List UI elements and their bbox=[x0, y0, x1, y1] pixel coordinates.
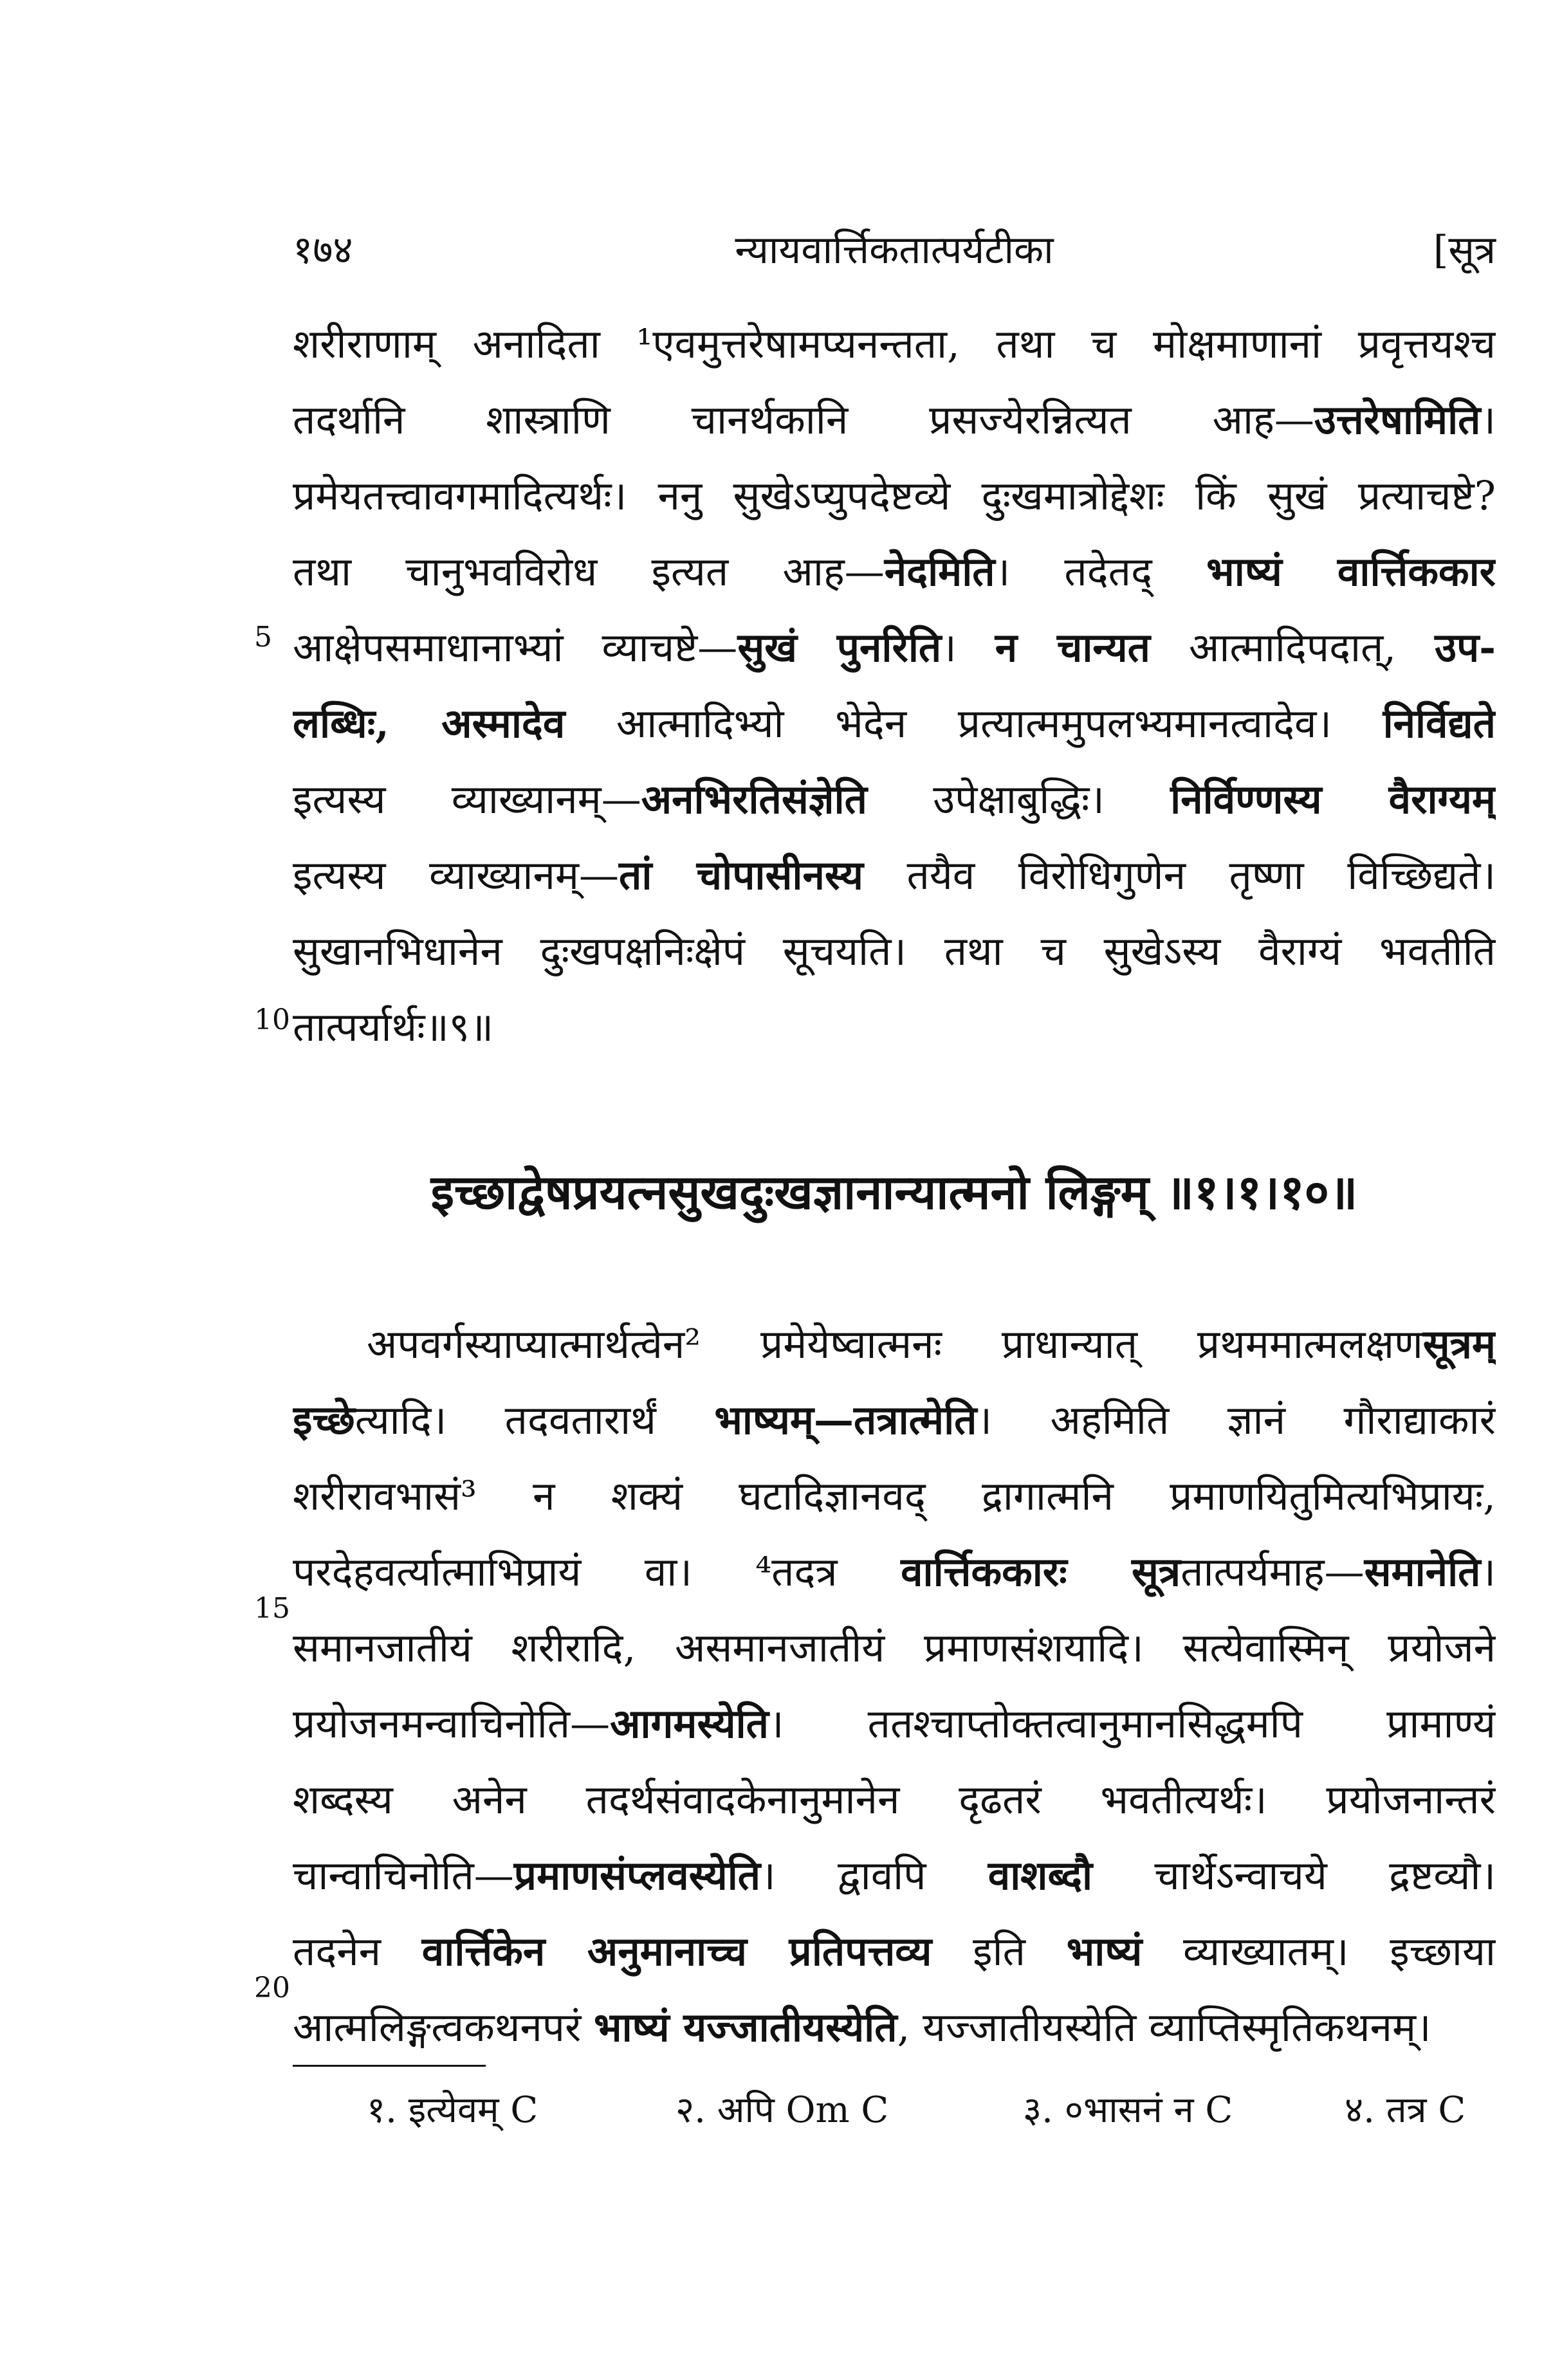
bold-phrase: उप- bbox=[1435, 624, 1496, 671]
text-line bbox=[293, 1771, 1496, 1829]
text-run: । bbox=[1480, 396, 1496, 443]
footnote: ३. ०भासनं न C bbox=[1023, 2089, 1233, 2131]
running-title: न्यायवार्त्तिकतात्पर्यटीका bbox=[735, 228, 1054, 273]
footnote-rule bbox=[293, 2065, 486, 2067]
text-run: शरीरावभासं³ न शक्यं घटादिज्ञानवद् द्रागात्मनि प्रमाणयितुमित्यभिप्रायः, bbox=[293, 1472, 1496, 1519]
bold-phrase: भाष्यं bbox=[1066, 1928, 1143, 1975]
footnote: ४. तत्र C bbox=[1345, 2089, 1466, 2131]
bold-phrase: अनभिरतिसंज्ञेति bbox=[641, 776, 867, 823]
text-run: प्रमेयतत्त्वावगमादित्यर्थः। ननु सुखेऽप्युपदेष्टव्ये दुःखमात्रोद्देशः किं सुखं प्रत्याचष्टे? bbox=[293, 472, 1496, 519]
line-number: 10 bbox=[254, 1003, 290, 1036]
line-number: 15 bbox=[254, 1592, 290, 1625]
bold-phrase: भाष्यं यज्जातीयस्येति bbox=[594, 2004, 897, 2051]
text-line bbox=[293, 1847, 1496, 1905]
text-run: आत्मलिङ्गत्वकथनपरं bbox=[293, 2004, 594, 2051]
text-run: इत्यस्य व्याख्यानम्— bbox=[293, 852, 619, 899]
text-line bbox=[293, 1923, 1496, 1981]
text-line bbox=[293, 315, 1496, 373]
text-line bbox=[293, 619, 1496, 677]
text-run: । ततश्चाप्तोक्तत्वानुमानसिद्धमपि प्रामाण्यं bbox=[768, 1700, 1496, 1747]
bold-phrase: वार्त्तिकेन अनुमानाच्च प्रतिपत्तव्य bbox=[421, 1928, 932, 1975]
text-run: इति bbox=[932, 1928, 1067, 1975]
footnote: २. अपि Om C bbox=[676, 2089, 889, 2131]
text-line bbox=[293, 1999, 1496, 2056]
text-run: अपवर्गस्याप्यात्मार्थत्वेन² प्रमेयेष्वात्मनः प्राधान्यात् प्रथममात्मलक्षण bbox=[367, 1321, 1423, 1368]
text-line bbox=[293, 922, 1496, 980]
text-run: तदर्थानि शास्त्राणि चानर्थकानि प्रसज्येरन्नित्यत आह— bbox=[293, 396, 1314, 443]
bold-phrase: नेदमिति bbox=[884, 548, 995, 595]
text-run: चान्वाचिनोति— bbox=[293, 1852, 514, 1899]
bold-phrase: लब्धिः, अस्मादेव bbox=[293, 700, 565, 747]
text-run: । bbox=[1480, 1548, 1496, 1595]
text-run: तात्पर्यार्थः॥९॥ bbox=[293, 1003, 494, 1050]
text-line bbox=[293, 1467, 1496, 1525]
text-run: उपेक्षाबुद्धिः। bbox=[867, 776, 1171, 823]
text-run: आत्मादिभ्यो भेदेन प्रत्यात्ममुपलभ्यमानत्वादेव। bbox=[565, 700, 1383, 747]
sutra-heading: इच्छाद्वेषप्रयत्नसुखदुःखज्ञानान्यात्मनो लिङ्गम् ॥१।१।१०॥ bbox=[430, 1165, 1358, 1220]
bold-phrase: निर्विण्णस्य वैराग्यम् bbox=[1170, 776, 1496, 823]
text-run: इत्यस्य व्याख्यानम्— bbox=[293, 776, 641, 823]
text-run: , यज्जातीयस्येति व्याप्तिस्मृतिकथनम्। bbox=[897, 2004, 1431, 2051]
bold-phrase: इच्छे bbox=[293, 1396, 355, 1443]
running-header bbox=[293, 222, 1496, 280]
text-run: समानजातीयं शरीरादि, असमानजातीयं प्रमाणसंशयादि। सत्येवास्मिन् प्रयोजने bbox=[293, 1624, 1496, 1671]
line-number: 20 bbox=[254, 1972, 290, 2004]
text-run: आत्मादिपदात्, bbox=[1150, 624, 1435, 671]
text-run: आक्षेपसमाधानाभ्यां व्याचष्टे— bbox=[293, 624, 738, 671]
text-run: शरीराणाम् अनादिता ¹एवमुत्तरेषामप्यनन्तता, तथा च मोक्षमाणानां प्रवृत्तयश्च bbox=[293, 320, 1496, 367]
bold-phrase: भाष्यम्—तत्रात्मेति bbox=[714, 1396, 977, 1443]
section-label: [सूत्र bbox=[1433, 228, 1496, 273]
text-line bbox=[293, 1695, 1496, 1753]
text-run: । तदेतद् bbox=[995, 548, 1207, 595]
line-number: 5 bbox=[254, 621, 272, 654]
text-run: चार्थेऽन्वाचये द्रष्टव्यौ। bbox=[1092, 1852, 1496, 1899]
text-run: । द्वावपि bbox=[760, 1852, 988, 1899]
text-line bbox=[293, 695, 1496, 753]
text-line bbox=[293, 847, 1496, 904]
text-line bbox=[367, 1315, 1496, 1373]
text-run: शब्दस्य अनेन तदर्थसंवादकेनानुमानेन दृढतरं भवतीत्यर्थः। प्रयोजनान्तरं bbox=[293, 1776, 1496, 1823]
text-run: तात्पर्यमाह— bbox=[1181, 1548, 1365, 1595]
text-run: त्यादि। तदवतारार्थं bbox=[354, 1396, 715, 1443]
text-run: तथा चानुभवविरोध इत्यत आह— bbox=[293, 548, 885, 595]
text-run: तदनेन bbox=[293, 1928, 422, 1975]
text-run: प्रयोजनमन्वाचिनोति— bbox=[293, 1700, 611, 1747]
text-line bbox=[293, 1543, 1496, 1601]
footnotes bbox=[367, 2084, 1496, 2136]
text-run: सुखानभिधानेन दुःखपक्षनिःक्षेपं सूचयति। तथा च सुखेऽस्य वैराग्यं भवतीति bbox=[293, 928, 1496, 975]
bold-phrase: उत्तरेषामिति bbox=[1314, 396, 1481, 443]
bold-phrase: आगमस्येति bbox=[610, 1700, 769, 1747]
text-line bbox=[293, 391, 1496, 449]
text-run: तयैव विरोधिगुणेन तृष्णा विच्छिद्यते। bbox=[863, 852, 1496, 899]
bold-phrase: वाशब्दौ bbox=[988, 1852, 1093, 1899]
text-run: । अहमिति ज्ञानं गौराद्याकारं bbox=[977, 1396, 1496, 1443]
text-line bbox=[293, 543, 1496, 601]
text-run: परदेहवर्त्यात्माभिप्रायं वा। ⁴तदत्र bbox=[293, 1548, 901, 1595]
text-line bbox=[293, 467, 1496, 525]
page-number: १७४ bbox=[293, 228, 353, 273]
text-run: । bbox=[941, 624, 995, 671]
bold-phrase: प्रमाणसंप्लवस्येति bbox=[513, 1852, 761, 1899]
bold-phrase: सूत्रम् bbox=[1422, 1321, 1496, 1368]
bold-phrase: सुखं पुनरिति bbox=[737, 624, 942, 671]
bold-phrase: समानेति bbox=[1364, 1548, 1481, 1595]
text-run: व्याख्यातम्। इच्छाया bbox=[1142, 1928, 1496, 1975]
footnote: १. इत्येवम् C bbox=[367, 2089, 538, 2131]
bold-phrase: वार्त्तिककारः सूत्र bbox=[901, 1548, 1181, 1595]
text-line bbox=[293, 998, 1496, 1056]
text-line bbox=[293, 1391, 1496, 1449]
bold-phrase: भाष्यं वार्त्तिककार bbox=[1206, 548, 1496, 595]
text-line bbox=[293, 771, 1496, 828]
bold-phrase: तां चोपासीनस्य bbox=[618, 852, 863, 899]
text-line bbox=[293, 1619, 1496, 1677]
bold-phrase: निर्विद्यते bbox=[1383, 700, 1496, 747]
bold-phrase: न चान्यत bbox=[995, 624, 1150, 671]
